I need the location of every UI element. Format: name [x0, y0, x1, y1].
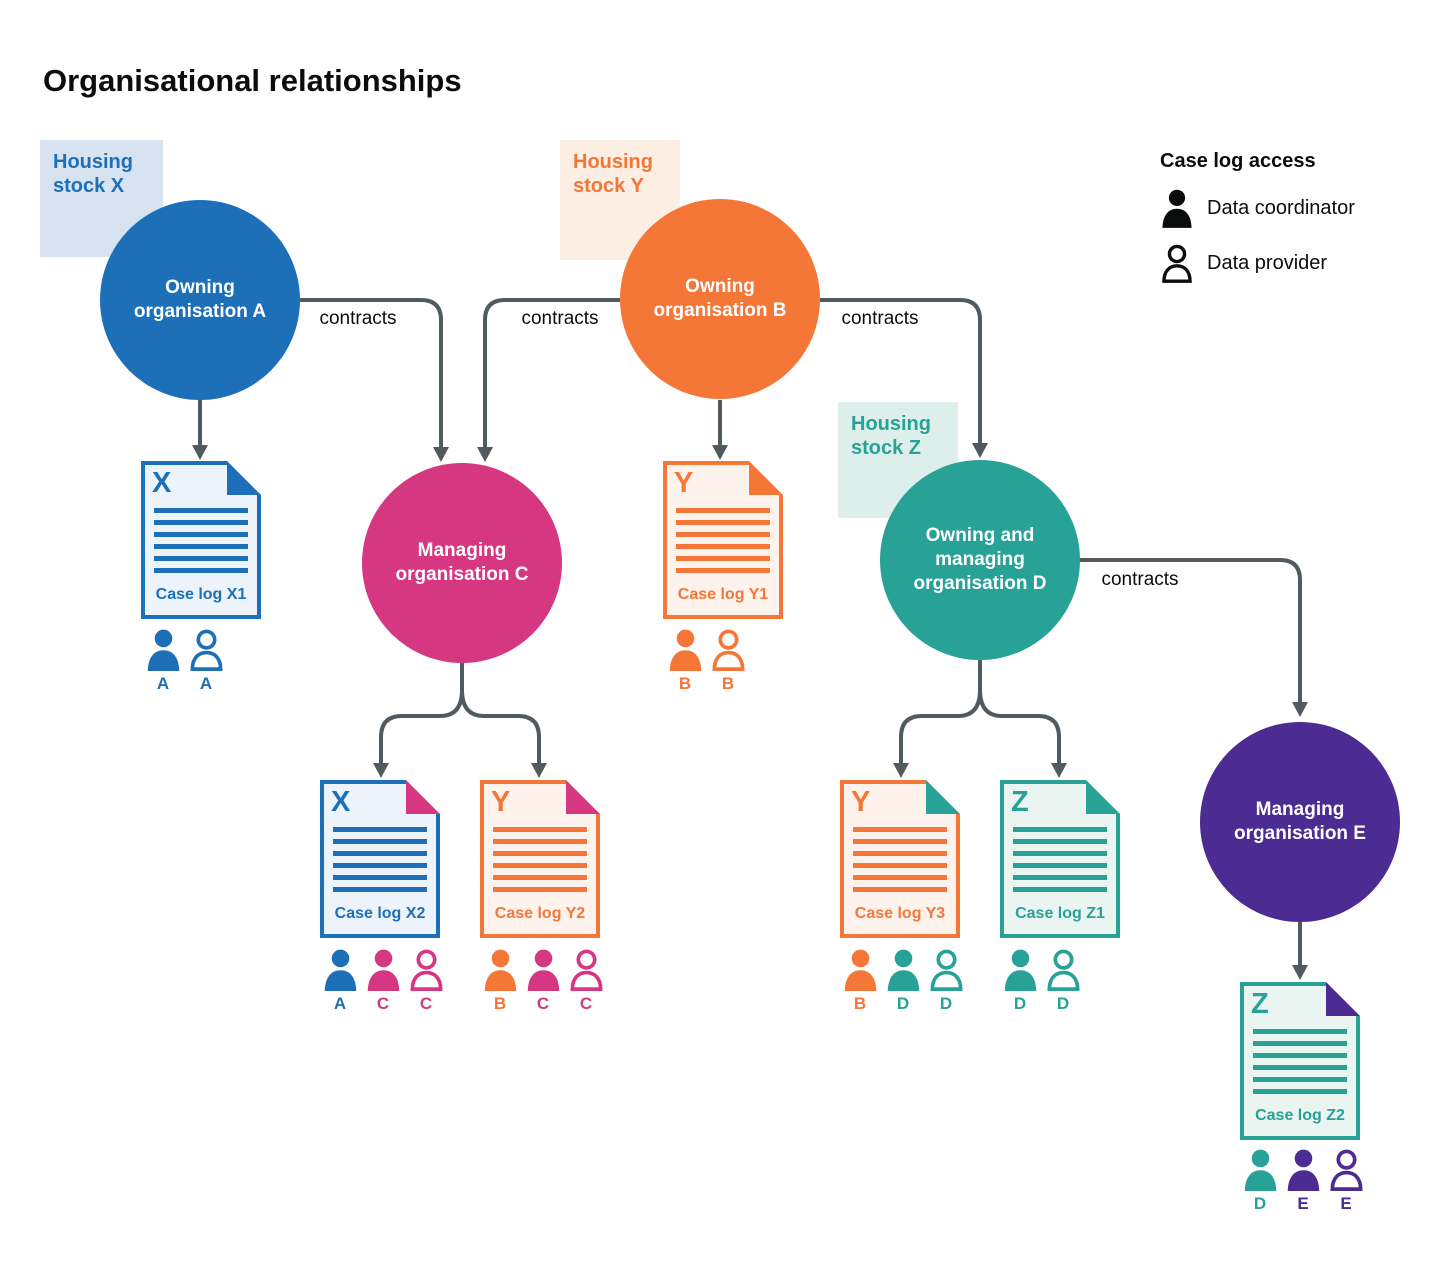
data-coordinator-icon: [1160, 189, 1194, 228]
caselog-title: Case log Y3: [854, 905, 946, 922]
document-text-lines: [676, 508, 770, 581]
caselog-title: Case log Z2: [1255, 1107, 1345, 1124]
org-circle-d: Owning and managing organisation D: [880, 460, 1080, 660]
document-text-lines: [1253, 1029, 1347, 1102]
contracts-label-b-d: contracts: [841, 308, 919, 329]
stock-letter: Y: [674, 467, 694, 499]
caselog-title: Case log X2: [334, 905, 426, 922]
org-circle-a: Owning organisation A: [100, 200, 300, 400]
caselog-title: Case log X1: [155, 586, 247, 603]
data-coordinator-icon: [481, 949, 519, 1014]
caselog-y2-document: [480, 780, 600, 938]
caselog-z1-access: [1001, 949, 1082, 1014]
org-circle-c: Managing organisation C: [362, 463, 562, 663]
data-coordinator-icon: [884, 949, 922, 1014]
data-provider-icon: [709, 629, 747, 694]
legend-label: Data coordinator: [1207, 197, 1355, 219]
stock-letter: X: [331, 786, 351, 818]
caselog-x2-document: [320, 780, 440, 938]
page-title: Organisational relationships: [43, 62, 462, 98]
caselog-y1-document: [663, 461, 783, 619]
caselog-x1-access: [144, 629, 225, 694]
stock-letter: X: [152, 467, 172, 499]
org-letter: A: [199, 674, 213, 693]
data-coordinator-icon: [524, 949, 562, 1014]
contracts-label-a-c: contracts: [319, 308, 397, 329]
caselog-z2-document: [1240, 982, 1360, 1140]
org-circle-b: Owning organisation B: [620, 199, 820, 399]
document-text-lines: [493, 827, 587, 900]
stock-letter: Y: [491, 786, 511, 818]
data-coordinator-icon: [1001, 949, 1039, 1014]
org-letter: C: [376, 994, 390, 1013]
data-provider-icon: [407, 949, 445, 1014]
arrow-d-to-caselog-y3: [901, 660, 980, 764]
arrow-c-to-caselog-y2: [462, 690, 539, 764]
caselog-z1-document: [1000, 780, 1120, 938]
data-coordinator-icon: [321, 949, 359, 1014]
contracts-label-b-c: contracts: [521, 308, 599, 329]
caselog-x1-document: [141, 461, 261, 619]
data-coordinator-icon: [1241, 1149, 1279, 1214]
data-provider-icon: [187, 629, 225, 694]
org-circle-e: Managing organisation E: [1200, 722, 1400, 922]
org-letter: C: [419, 994, 433, 1013]
housing-stock-x-label: Housing stock X: [40, 140, 163, 257]
caselog-title: Case log Z1: [1015, 905, 1105, 922]
org-letter: B: [493, 994, 507, 1013]
caselog-y2-access: [481, 949, 605, 1014]
stock-letter: Z: [1251, 988, 1269, 1020]
data-provider-icon: [567, 949, 605, 1014]
document-text-lines: [154, 508, 248, 581]
document-text-lines: [1013, 827, 1107, 900]
data-coordinator-icon: [841, 949, 879, 1014]
org-letter: B: [853, 994, 867, 1013]
org-letter: C: [536, 994, 550, 1013]
legend-label: Data provider: [1207, 252, 1328, 274]
org-letter: D: [1056, 994, 1070, 1013]
contracts-label-d-e: contracts: [1101, 569, 1179, 590]
housing-stock-z-label: Housing stock Z: [838, 402, 958, 518]
org-letter: C: [579, 994, 593, 1013]
caselog-title: Case log Y2: [494, 905, 586, 922]
arrow-c-to-caselog-x2: [381, 663, 462, 764]
document-text-lines: [853, 827, 947, 900]
caselog-y3-access: [841, 949, 965, 1014]
document-text-lines: [333, 827, 427, 900]
org-letter: E: [1297, 1194, 1309, 1213]
legend-title: Case log access: [1160, 150, 1316, 172]
org-letter: D: [1253, 1194, 1267, 1213]
caselog-z2-access: [1241, 1149, 1365, 1214]
data-coordinator-icon: [144, 629, 182, 694]
data-coordinator-icon: [1284, 1149, 1322, 1214]
legend-item-coordinator: [1160, 189, 1355, 228]
org-letter: E: [1340, 1194, 1352, 1213]
org-letter: D: [1013, 994, 1027, 1013]
case-log-access-legend: [1160, 150, 1355, 283]
legend-item-provider: [1160, 244, 1355, 283]
org-letter: B: [721, 674, 735, 693]
caselog-y3-document: [840, 780, 960, 938]
housing-stock-y-label: Housing stock Y: [560, 140, 680, 260]
org-letter: B: [678, 674, 692, 693]
stock-letter: Z: [1011, 786, 1029, 818]
caselog-x2-access: [321, 949, 445, 1014]
caselog-y1-access: [666, 629, 747, 694]
org-letter: A: [333, 994, 347, 1013]
data-coordinator-icon: [364, 949, 402, 1014]
data-provider-icon: [1160, 244, 1194, 283]
data-coordinator-icon: [666, 629, 704, 694]
data-provider-icon: [1327, 1149, 1365, 1214]
arrow-d-to-caselog-z1: [980, 690, 1059, 764]
caselog-title: Case log Y1: [677, 586, 769, 603]
stock-letter: Y: [851, 786, 871, 818]
org-letter: D: [896, 994, 910, 1013]
data-provider-icon: [927, 949, 965, 1014]
data-provider-icon: [1044, 949, 1082, 1014]
org-letter: A: [156, 674, 170, 693]
org-letter: D: [939, 994, 953, 1013]
